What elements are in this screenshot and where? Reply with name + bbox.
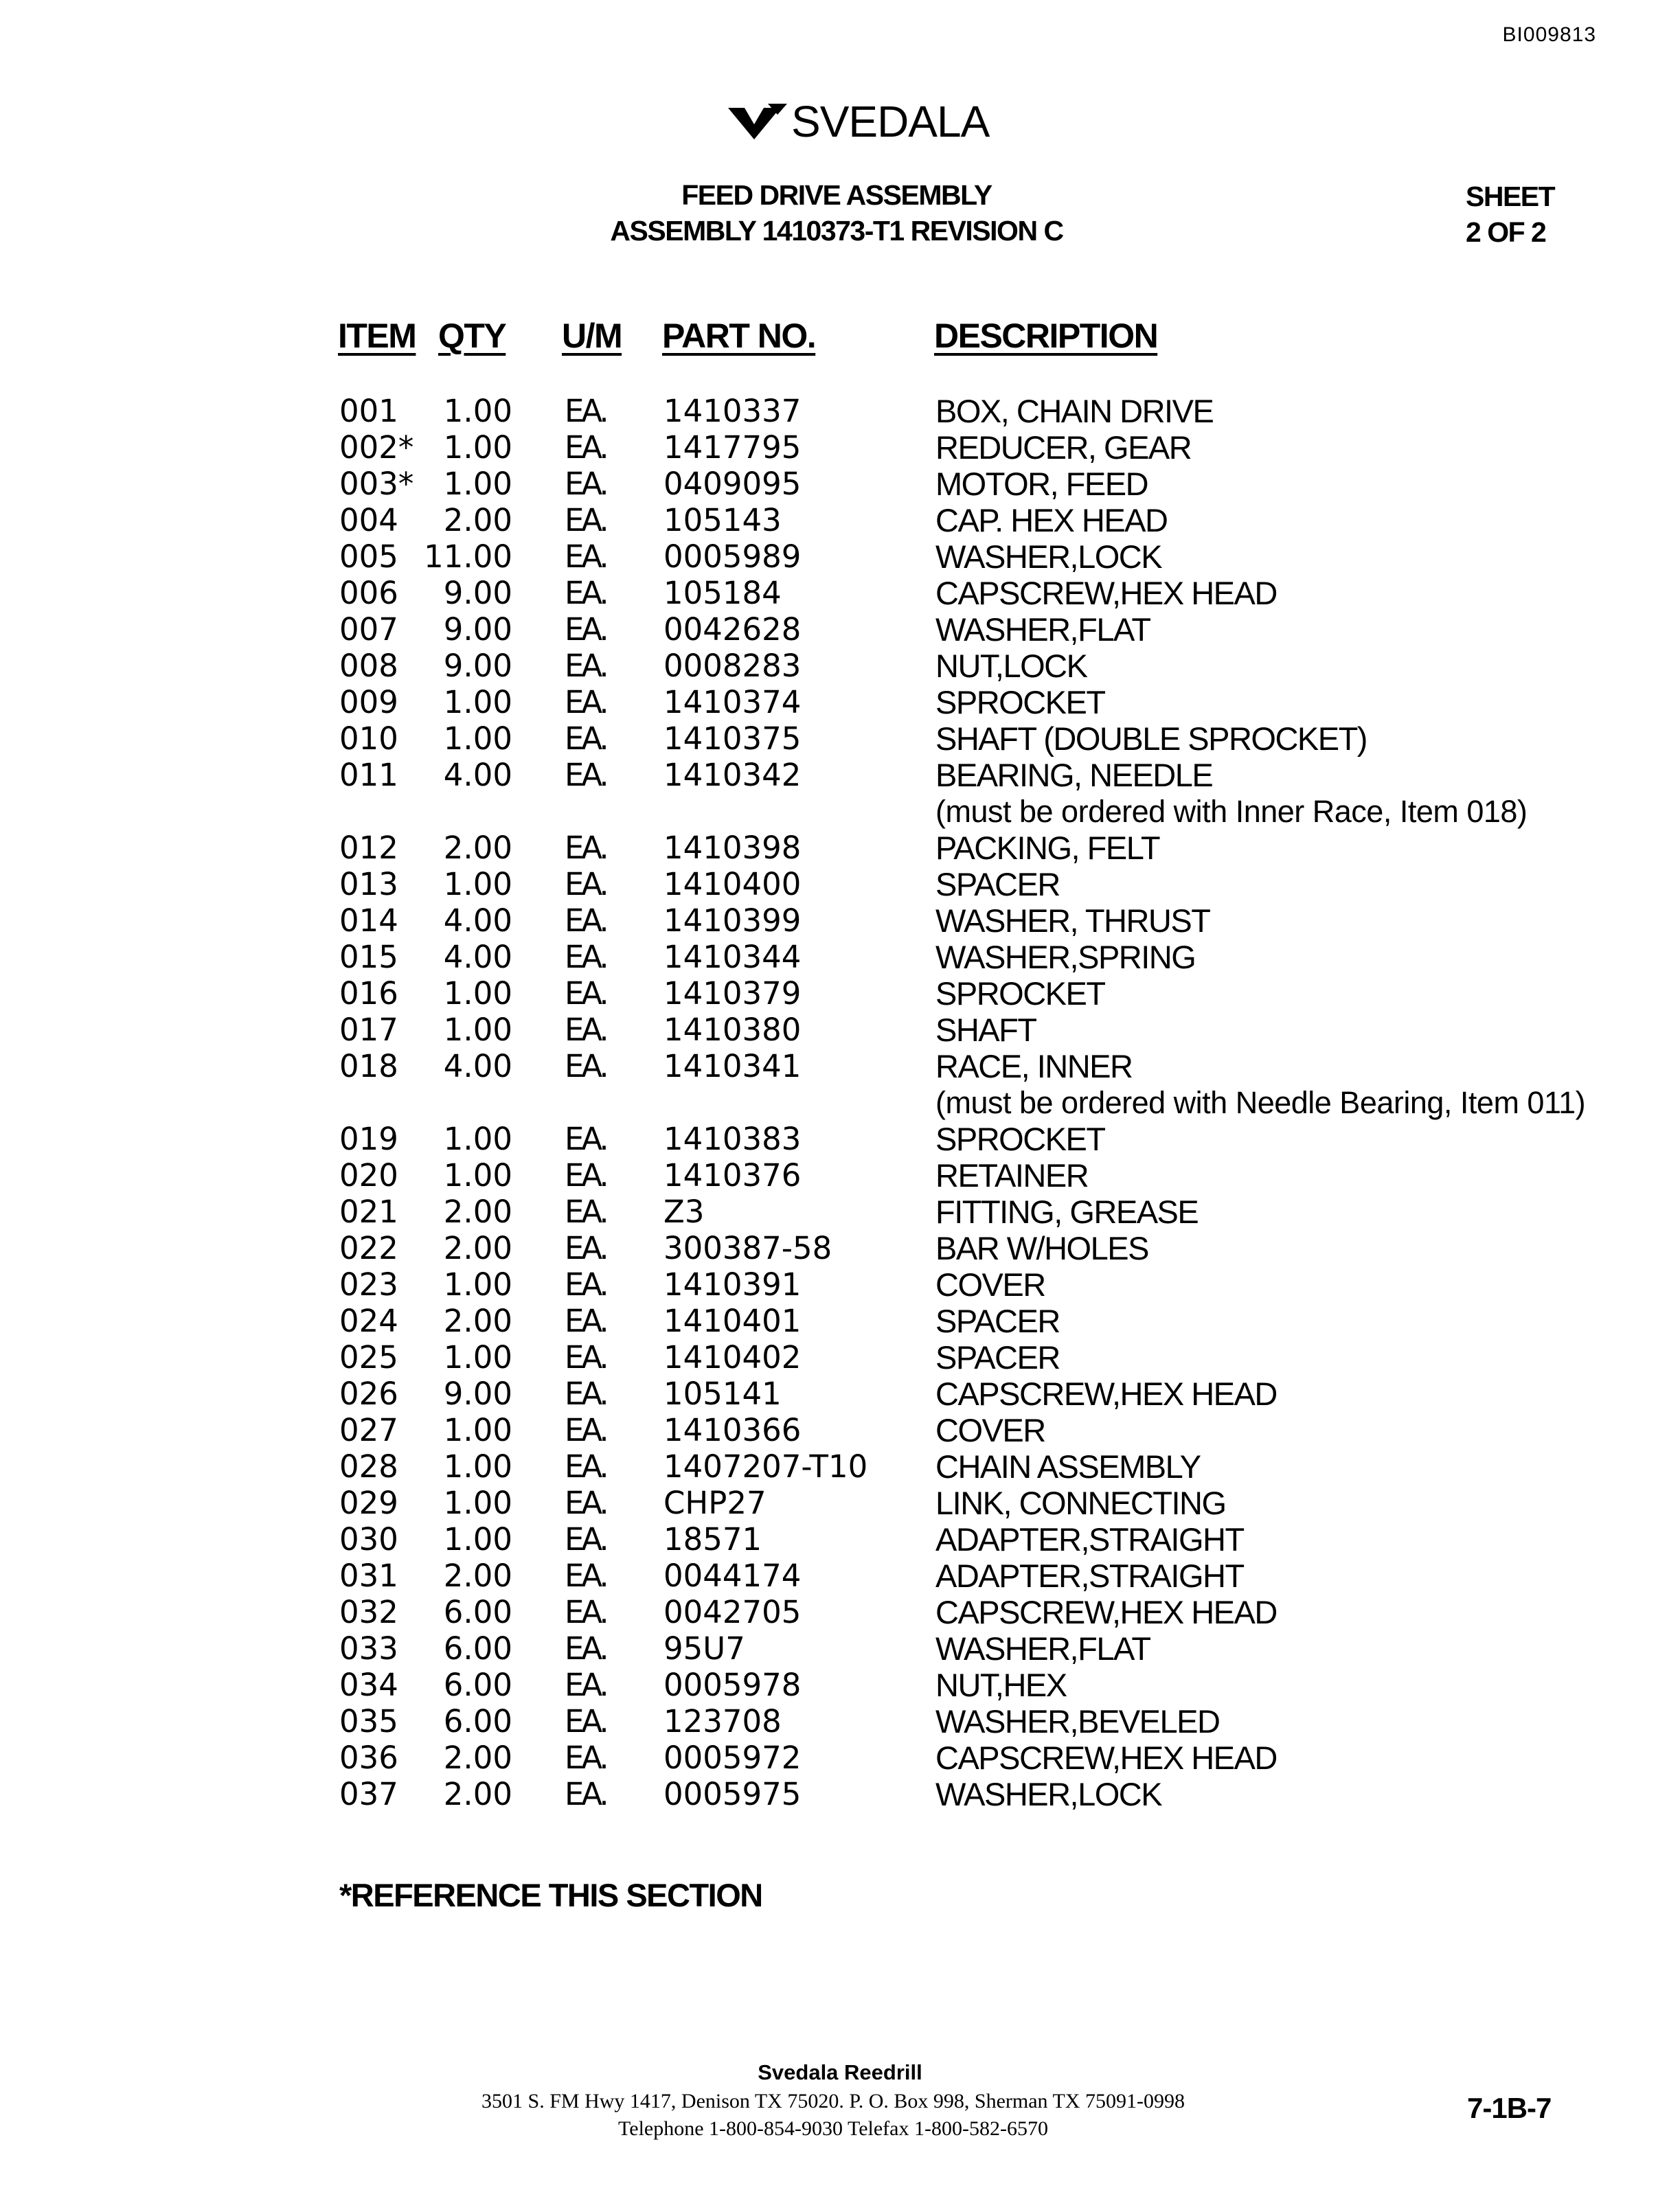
footer-company: Svedala Reedrill: [758, 2060, 922, 2084]
part-number-cell: 1410380: [663, 1012, 802, 1048]
parts-list: [0, 393, 1680, 1812]
description-cell: RETAINER: [935, 1157, 1089, 1194]
header-um: U/M: [562, 317, 622, 355]
item-cell: 003*: [339, 466, 414, 502]
table-row: [0, 1740, 1680, 1776]
item-cell: 031: [339, 1558, 398, 1594]
table-row: [0, 1157, 1680, 1194]
table-row: [0, 1594, 1680, 1630]
description-cell: NUT,LOCK: [935, 648, 1087, 684]
um-cell: EA.: [565, 720, 606, 757]
description-cell: BEARING, NEEDLE: [935, 757, 1213, 793]
qty-cell: 2.00: [443, 1230, 512, 1266]
description-cell: CAPSCREW,HEX HEAD: [935, 1594, 1277, 1630]
table-row: [0, 902, 1680, 939]
item-cell: 033: [339, 1630, 398, 1667]
table-row: [0, 1776, 1680, 1812]
item-cell: 035: [339, 1703, 398, 1740]
part-number-cell: 0005972: [663, 1740, 802, 1776]
table-row: [0, 1703, 1680, 1740]
table-row: [0, 757, 1680, 793]
item-cell: 037: [339, 1776, 398, 1812]
description-cell: WASHER,FLAT: [935, 611, 1150, 648]
description-cell: PACKING, FELT: [935, 830, 1160, 866]
um-cell: EA.: [565, 1703, 606, 1740]
qty-cell: 2.00: [443, 1303, 512, 1339]
part-number-cell: 1410402: [663, 1339, 802, 1376]
description-cell: SPACER: [935, 1339, 1060, 1376]
part-number-cell: 1410379: [663, 975, 802, 1012]
qty-cell: 9.00: [443, 575, 512, 611]
table-row: [0, 939, 1680, 975]
part-number-cell: 105141: [663, 1376, 782, 1412]
part-number-cell: 1410342: [663, 757, 802, 793]
description-cell: CAP. HEX HEAD: [935, 502, 1168, 538]
item-cell: 019: [339, 1121, 398, 1157]
description-cell: SPROCKET: [935, 1121, 1105, 1157]
part-number-cell: 1410344: [663, 939, 802, 975]
description-cell: BAR W/HOLES: [935, 1230, 1148, 1266]
item-cell: 014: [339, 902, 398, 939]
item-cell: 021: [339, 1194, 398, 1230]
description-cell: SHAFT: [935, 1012, 1036, 1048]
item-cell: 005: [339, 538, 398, 575]
item-cell: 011: [339, 757, 398, 793]
table-row: [0, 830, 1680, 866]
table-row: [0, 1630, 1680, 1667]
item-cell: 016: [339, 975, 398, 1012]
um-cell: EA.: [565, 1012, 606, 1048]
header-item: ITEM: [338, 317, 416, 355]
table-row: [0, 1339, 1680, 1376]
qty-cell: 6.00: [443, 1594, 512, 1630]
table-row: [0, 1230, 1680, 1266]
part-number-cell: 1410398: [663, 830, 802, 866]
table-row: [0, 1521, 1680, 1558]
qty-cell: 1.00: [443, 1448, 512, 1485]
um-cell: EA.: [565, 1740, 606, 1776]
table-row: [0, 866, 1680, 902]
qty-cell: 6.00: [443, 1630, 512, 1667]
qty-cell: 2.00: [443, 502, 512, 538]
item-cell: 032: [339, 1594, 398, 1630]
qty-cell: 1.00: [443, 1266, 512, 1303]
qty-cell: 1.00: [443, 720, 512, 757]
description-cell: RACE, INNER: [935, 1048, 1133, 1084]
description-cell: ADAPTER,STRAIGHT: [935, 1521, 1244, 1558]
qty-cell: 1.00: [443, 429, 512, 466]
part-number-cell: 0005978: [663, 1667, 802, 1703]
qty-cell: 6.00: [443, 1667, 512, 1703]
header-qty: QTY: [438, 317, 506, 355]
qty-cell: 4.00: [443, 902, 512, 939]
um-cell: EA.: [565, 611, 606, 648]
qty-cell: 1.00: [443, 1339, 512, 1376]
part-number-cell: 0042628: [663, 611, 802, 648]
table-row: [0, 1376, 1680, 1412]
qty-cell: 4.00: [443, 939, 512, 975]
description-cell: ADAPTER,STRAIGHT: [935, 1558, 1244, 1594]
item-cell: 020: [339, 1157, 398, 1194]
description-cell: (must be ordered with Needle Bearing, Item 011): [935, 1085, 1586, 1120]
part-number-cell: 0044174: [663, 1558, 802, 1594]
um-cell: EA.: [565, 429, 606, 466]
um-cell: EA.: [565, 1048, 606, 1084]
sheet-indicator: [1466, 179, 1554, 250]
item-cell: 025: [339, 1339, 398, 1376]
um-cell: EA.: [565, 393, 606, 429]
part-number-cell: 0008283: [663, 648, 802, 684]
um-cell: EA.: [565, 1266, 606, 1303]
header-part-no: PART NO.: [662, 317, 816, 355]
um-cell: EA.: [565, 1594, 606, 1630]
part-number-cell: 18571: [663, 1521, 762, 1558]
table-row: [0, 466, 1680, 502]
item-cell: 023: [339, 1266, 398, 1303]
item-cell: 013: [339, 866, 398, 902]
description-cell: WASHER, THRUST: [935, 902, 1210, 939]
item-cell: 036: [339, 1740, 398, 1776]
um-cell: EA.: [565, 1630, 606, 1667]
item-cell: 007: [339, 611, 398, 648]
description-cell: CAPSCREW,HEX HEAD: [935, 575, 1277, 611]
part-number-cell: 0005975: [663, 1776, 802, 1812]
description-cell: FITTING, GREASE: [935, 1194, 1199, 1230]
item-cell: 015: [339, 939, 398, 975]
part-number-cell: 1417795: [663, 429, 802, 466]
item-cell: 024: [339, 1303, 398, 1339]
item-cell: 018: [339, 1048, 398, 1084]
qty-cell: 1.00: [443, 684, 512, 720]
part-number-cell: 1410399: [663, 902, 802, 939]
part-number-cell: 1410400: [663, 866, 802, 902]
um-cell: EA.: [565, 1776, 606, 1812]
part-number-cell: 1410376: [663, 1157, 802, 1194]
brand-header: [727, 96, 989, 147]
qty-cell: 2.00: [443, 1558, 512, 1594]
qty-cell: 11.00: [424, 538, 512, 575]
um-cell: EA.: [565, 1339, 606, 1376]
um-cell: EA.: [565, 1448, 606, 1485]
page-number: 7-1B-7: [1467, 2092, 1552, 2124]
qty-cell: 1.00: [443, 975, 512, 1012]
description-cell: WASHER,LOCK: [935, 538, 1162, 575]
table-row: [0, 975, 1680, 1012]
sheet-label: SHEET: [1466, 181, 1555, 212]
part-number-cell: 300387-58: [663, 1230, 832, 1266]
qty-cell: 2.00: [443, 1776, 512, 1812]
um-cell: EA.: [565, 866, 606, 902]
um-cell: EA.: [565, 757, 606, 793]
description-cell: (must be ordered with Inner Race, Item 018): [935, 794, 1528, 829]
um-cell: EA.: [565, 902, 606, 939]
table-row: [0, 1194, 1680, 1230]
item-cell: 026: [339, 1376, 398, 1412]
qty-cell: 1.00: [443, 393, 512, 429]
um-cell: EA.: [565, 1376, 606, 1412]
item-cell: 006: [339, 575, 398, 611]
table-row: [0, 720, 1680, 757]
item-cell: 010: [339, 720, 398, 757]
document-id: BI009813: [1502, 23, 1596, 46]
part-number-cell: 123708: [663, 1703, 782, 1740]
description-cell: SPACER: [935, 1303, 1060, 1339]
table-row: [0, 1303, 1680, 1339]
qty-cell: 1.00: [443, 866, 512, 902]
part-number-cell: 0005989: [663, 538, 802, 575]
um-cell: EA.: [565, 830, 606, 866]
item-cell: 030: [339, 1521, 398, 1558]
item-cell: 027: [339, 1412, 398, 1448]
um-cell: EA.: [565, 1521, 606, 1558]
um-cell: EA.: [565, 684, 606, 720]
item-cell: 034: [339, 1667, 398, 1703]
um-cell: EA.: [565, 1303, 606, 1339]
item-cell: 004: [339, 502, 398, 538]
table-row: [0, 575, 1680, 611]
svedala-logo-icon: [727, 101, 788, 142]
table-row: [0, 538, 1680, 575]
sheet-value: 2 OF 2: [1466, 216, 1546, 248]
description-cell: BOX, CHAIN DRIVE: [935, 393, 1214, 429]
item-cell: 022: [339, 1230, 398, 1266]
um-cell: EA.: [565, 1667, 606, 1703]
qty-cell: 9.00: [443, 1376, 512, 1412]
title-line-1: FEED DRIVE ASSEMBLY: [681, 179, 992, 211]
qty-cell: 2.00: [443, 1194, 512, 1230]
reference-note: *REFERENCE THIS SECTION: [339, 1877, 762, 1913]
table-row: [0, 1121, 1680, 1157]
table-row: [0, 393, 1680, 429]
table-row: [0, 1448, 1680, 1485]
qty-cell: 9.00: [443, 611, 512, 648]
table-row: [0, 611, 1680, 648]
table-row: [0, 1012, 1680, 1048]
item-cell: 028: [339, 1448, 398, 1485]
table-row: [0, 429, 1680, 466]
qty-cell: 2.00: [443, 830, 512, 866]
item-cell: 001: [339, 393, 398, 429]
table-row: [0, 1485, 1680, 1521]
title-line-2: ASSEMBLY 1410373-T1 REVISION C: [610, 215, 1063, 247]
description-cell: COVER: [935, 1266, 1045, 1303]
um-cell: EA.: [565, 1157, 606, 1194]
description-cell: SPROCKET: [935, 684, 1105, 720]
qty-cell: 1.00: [443, 466, 512, 502]
description-cell: REDUCER, GEAR: [935, 429, 1192, 466]
part-number-cell: 95U7: [663, 1630, 745, 1667]
table-row: [0, 1667, 1680, 1703]
brand-name: SVEDALA: [791, 97, 990, 146]
qty-cell: 1.00: [443, 1521, 512, 1558]
qty-cell: 1.00: [443, 1012, 512, 1048]
description-cell: WASHER,LOCK: [935, 1776, 1162, 1812]
qty-cell: 1.00: [443, 1121, 512, 1157]
part-number-cell: 0409095: [663, 466, 802, 502]
um-cell: EA.: [565, 502, 606, 538]
part-number-cell: 105143: [663, 502, 782, 538]
table-row: [0, 1412, 1680, 1448]
um-cell: EA.: [565, 1194, 606, 1230]
item-cell: 009: [339, 684, 398, 720]
part-number-cell: 1410374: [663, 684, 802, 720]
part-number-cell: 1410401: [663, 1303, 802, 1339]
part-number-cell: 1410341: [663, 1048, 802, 1084]
item-cell: 017: [339, 1012, 398, 1048]
description-cell: WASHER,BEVELED: [935, 1703, 1220, 1740]
um-cell: EA.: [565, 1121, 606, 1157]
um-cell: EA.: [565, 466, 606, 502]
part-number-cell: 1410337: [663, 393, 802, 429]
part-number-cell: 1410391: [663, 1266, 802, 1303]
um-cell: EA.: [565, 1485, 606, 1521]
description-cell: WASHER,FLAT: [935, 1630, 1150, 1667]
um-cell: EA.: [565, 1412, 606, 1448]
um-cell: EA.: [565, 1230, 606, 1266]
description-cell: MOTOR, FEED: [935, 466, 1148, 502]
table-row: [0, 502, 1680, 538]
qty-cell: 1.00: [443, 1485, 512, 1521]
item-cell: 008: [339, 648, 398, 684]
um-cell: EA.: [565, 1558, 606, 1594]
table-row: [0, 648, 1680, 684]
note-row: [0, 1084, 1680, 1121]
description-cell: NUT,HEX: [935, 1667, 1067, 1703]
description-cell: COVER: [935, 1412, 1045, 1448]
qty-cell: 2.00: [443, 1740, 512, 1776]
description-cell: WASHER,SPRING: [935, 939, 1196, 975]
qty-cell: 1.00: [443, 1412, 512, 1448]
table-row: [0, 1048, 1680, 1084]
part-number-cell: 105184: [663, 575, 782, 611]
description-cell: LINK, CONNECTING: [935, 1485, 1226, 1521]
qty-cell: 6.00: [443, 1703, 512, 1740]
item-cell: 029: [339, 1485, 398, 1521]
um-cell: EA.: [565, 975, 606, 1012]
item-cell: 012: [339, 830, 398, 866]
part-number-cell: 1410375: [663, 720, 802, 757]
part-number-cell: 0042705: [663, 1594, 802, 1630]
document-title: [0, 177, 1680, 249]
qty-cell: 4.00: [443, 757, 512, 793]
um-cell: EA.: [565, 538, 606, 575]
footer-address: 3501 S. FM Hwy 1417, Denison TX 75020. P. O. Box 998, Sherman TX 75091-0998: [481, 2090, 1185, 2112]
header-description: DESCRIPTION: [934, 317, 1158, 355]
part-number-cell: CHP27: [663, 1485, 767, 1521]
description-cell: CAPSCREW,HEX HEAD: [935, 1740, 1277, 1776]
um-cell: EA.: [565, 939, 606, 975]
part-number-cell: 1410383: [663, 1121, 802, 1157]
um-cell: EA.: [565, 575, 606, 611]
qty-cell: 1.00: [443, 1157, 512, 1194]
description-cell: CAPSCREW,HEX HEAD: [935, 1376, 1277, 1412]
table-row: [0, 1558, 1680, 1594]
table-row: [0, 684, 1680, 720]
description-cell: CHAIN ASSEMBLY: [935, 1448, 1201, 1485]
table-row: [0, 1266, 1680, 1303]
note-row: [0, 793, 1680, 830]
item-cell: 002*: [339, 429, 414, 466]
part-number-cell: 1410366: [663, 1412, 802, 1448]
description-cell: SPROCKET: [935, 975, 1105, 1012]
qty-cell: 4.00: [443, 1048, 512, 1084]
description-cell: SPACER: [935, 866, 1060, 902]
footer-phone: Telephone 1-800-854-9030 Telefax 1-800-582-6570: [618, 2117, 1048, 2140]
um-cell: EA.: [565, 648, 606, 684]
qty-cell: 9.00: [443, 648, 512, 684]
description-cell: SHAFT (DOUBLE SPROCKET): [935, 720, 1367, 757]
footer: [0, 2058, 1680, 2143]
part-number-cell: Z3: [663, 1194, 705, 1230]
part-number-cell: 1407207-T10: [663, 1448, 868, 1485]
